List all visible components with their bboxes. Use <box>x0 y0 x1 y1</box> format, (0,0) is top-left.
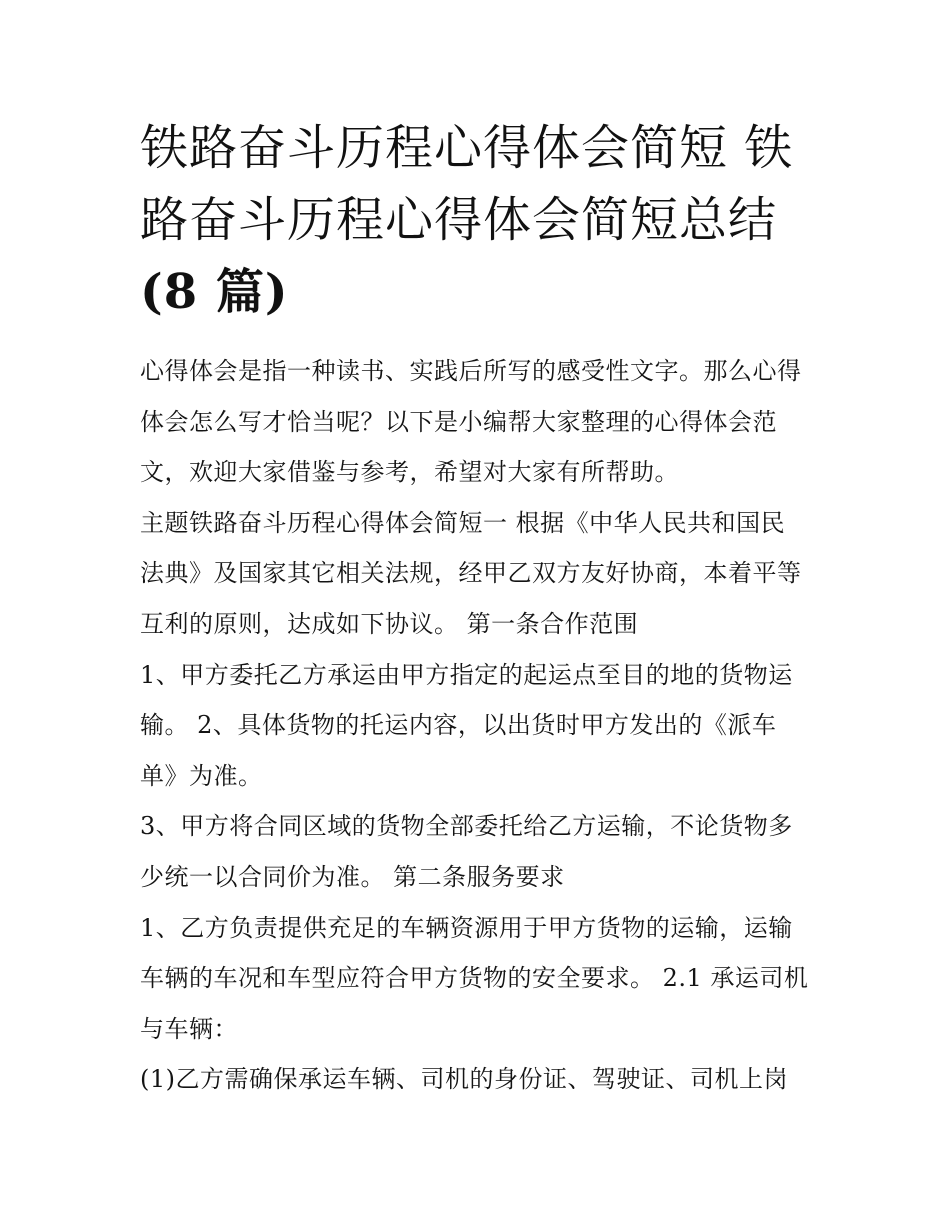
body-line: 心得体会是指一种读书、实践后所写的感受性文字。那么心得 <box>140 357 802 385</box>
title-line: 铁路奋斗历程心得体会简短 铁 <box>140 120 794 176</box>
body-line: 少统一以合同价为准。 第二条服务要求 <box>140 862 565 891</box>
body-line: 法典》及国家其它相关法规，经甲乙双方友好协商，本着平等 <box>140 559 802 588</box>
title-line: (8 篇) <box>140 264 289 320</box>
body-line: 1、乙方负责提供充足的车辆资源用于甲方货物的运输，运输 <box>140 913 793 942</box>
body-line: (1)乙方需确保承运车辆、司机的身份证、驾驶证、司机上岗 <box>140 1065 788 1094</box>
body-line: 主题铁路奋斗历程心得体会简短一 根据《中华人民共和国民 <box>140 508 786 537</box>
body-line: 1、甲方委托乙方承运由甲方指定的起运点至目的地的货物运 <box>140 660 793 689</box>
document-title <box>140 112 830 328</box>
body-line: 与车辆： <box>140 1014 238 1043</box>
document-body <box>140 346 830 1105</box>
body-line: 单》为准。 <box>140 761 263 790</box>
body-line: 互利的原则，达成如下协议。 第一条合作范围 <box>140 609 639 638</box>
body-line: 3、甲方将合同区域的货物全部委托给乙方运输，不论货物多 <box>140 812 793 841</box>
body-line: 体会怎么写才恰当呢？以下是小编帮大家整理的心得体会范 <box>140 407 777 436</box>
document-page <box>140 112 830 1105</box>
body-line: 车辆的车况和车型应符合甲方货物的安全要求。 2.1 承运司机 <box>140 964 809 993</box>
title-line: 路奋斗历程心得体会简短总结 <box>140 192 778 248</box>
body-line: 输。 2、具体货物的托运内容，以出货时甲方发出的《派车 <box>140 711 777 740</box>
body-line: 文，欢迎大家借鉴与参考，希望对大家有所帮助。 <box>140 458 679 487</box>
